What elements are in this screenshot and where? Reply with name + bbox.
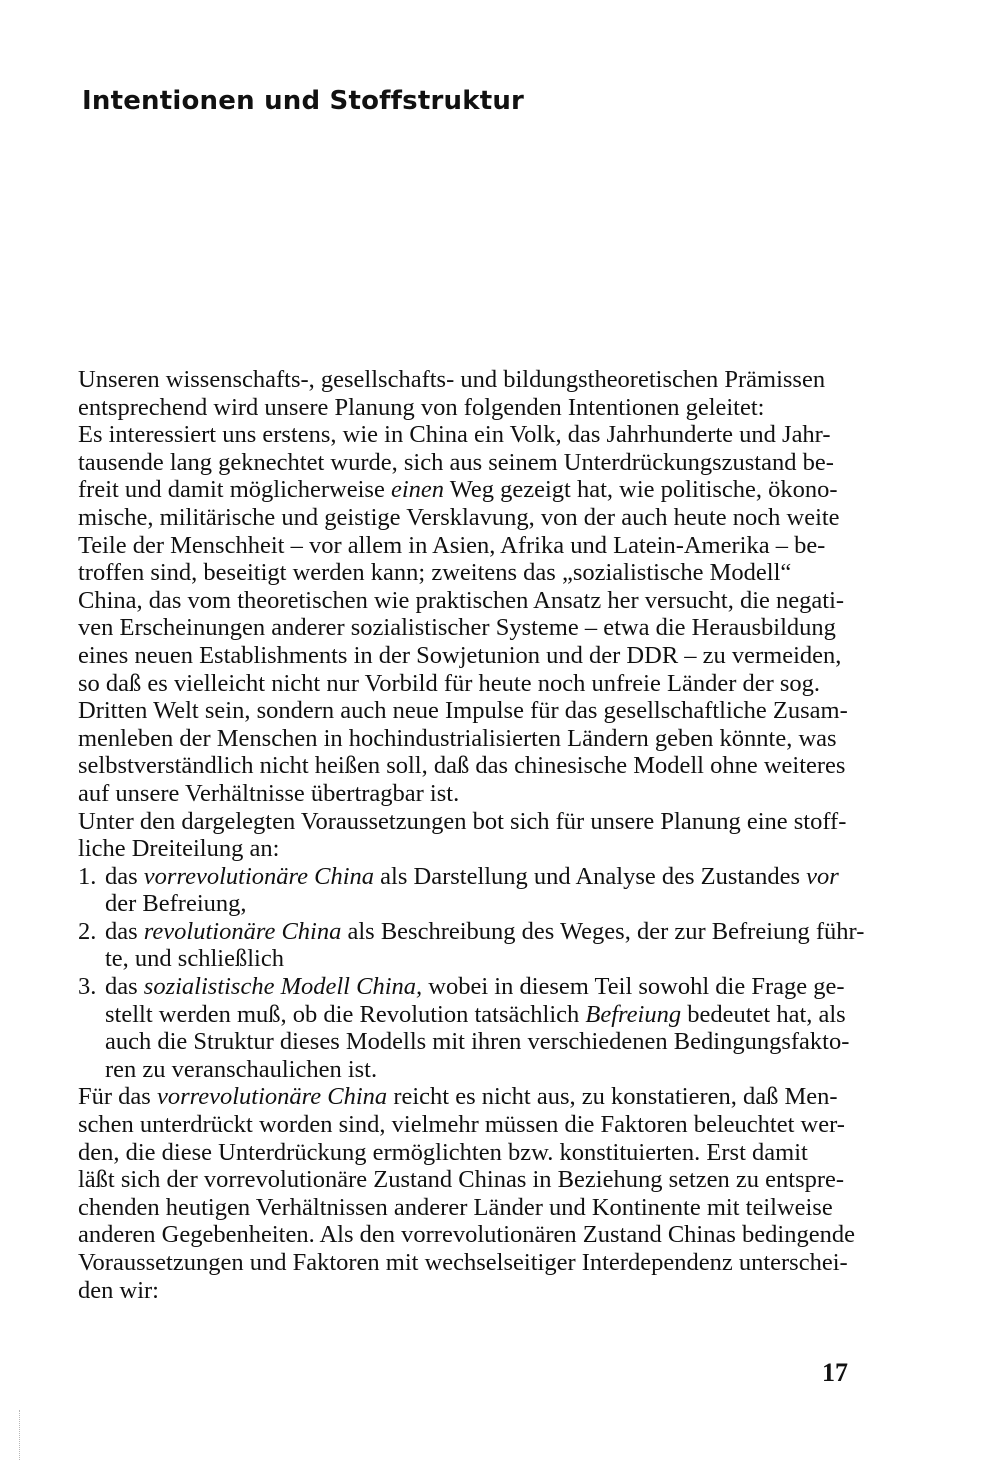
text-line (78, 1166, 868, 1194)
text-line: China, das vom theoretischen wie praktischen Ansatz her versucht, die negati- (78, 586, 845, 614)
line-text: Für das (78, 1083, 157, 1111)
line-text: chenden heutigen Verhältnissen anderer Länder und Kontinente mit teilweise (78, 1193, 833, 1221)
emphasis-text: einen (390, 476, 445, 504)
line-text: wobei in diesem Teil sowohl die Frage ge- (422, 973, 845, 1001)
closing-paragraph (78, 1083, 868, 1304)
list-number: 2. (78, 917, 97, 945)
text-line (78, 476, 868, 504)
section-heading: Intentionen und Stoffstruktur (82, 86, 525, 116)
line-text: als Beschreibung des Weges, der zur Befreiung führ- (341, 917, 865, 945)
text-line: Teile der Menschheit – vor allem in Asien, Afrika und Latein-Amerika – be- (78, 531, 826, 559)
line-text: anderen Gegebenheiten. Als den vorrevolutionären Zustand Chinas bedingende (78, 1221, 855, 1249)
text-line: tausende lang geknechtet wurde, sich aus seinem Unterdrückungszustand be- (78, 448, 834, 476)
text-line: mische, militärische und geistige Versklavung, von der auch heute noch weite (78, 503, 840, 531)
list-item (78, 918, 868, 973)
emphasis-text: sozialistische Modell China, (143, 973, 423, 1001)
line-text: Voraussetzungen und Faktoren mit wechselseitiger Interdependenz unterschei- (78, 1249, 848, 1276)
intro-paragraph (78, 366, 868, 863)
line-text: te, und schließlich (105, 945, 284, 973)
text-line (78, 1277, 868, 1305)
text-line: Unseren wissenschafts-, gesellschafts- und bildungstheoretischen Prämissen (78, 366, 826, 393)
line-text: das (105, 862, 144, 890)
text-line (78, 1194, 868, 1222)
line-text: freit und damit möglicherweise (78, 476, 391, 504)
emphasis-text: Befreiung (585, 1000, 682, 1028)
list-item (78, 973, 868, 1083)
line-text: Weg gezeigt hat, wie politische, ökono- (444, 476, 838, 504)
scan-artifact (19, 1410, 22, 1460)
line-text: den wir: (78, 1276, 159, 1304)
emphasis-text: vorrevolutionäre China (143, 862, 375, 890)
text-line: liche Dreiteilung an: (78, 835, 280, 863)
emphasis-text: vor (806, 862, 839, 890)
list-number: 3. (78, 973, 97, 1001)
text-line (78, 945, 868, 973)
text-line (78, 890, 868, 918)
text-line: auf unsere Verhältnisse übertragbar ist. (78, 779, 460, 807)
page-number: 17 (822, 1358, 848, 1387)
line-text: als Darstellung und Analyse des Zustandes (374, 862, 807, 890)
text-line: eines neuen Establishments in der Sowjetunion und der DDR – zu vermeiden, (78, 641, 842, 669)
text-line: Unter den dargelegten Voraussetzungen bot sich für unsere Planung eine stoff- (78, 807, 847, 835)
text-line (78, 863, 868, 891)
line-text: ren zu veranschaulichen ist. (105, 1055, 378, 1083)
line-text: schen unterdrückt worden sind, vielmehr müssen die Faktoren beleuchtet wer- (78, 1111, 845, 1139)
line-text: der Befreiung, (105, 890, 247, 918)
emphasis-text: vorrevolutionäre China (156, 1083, 388, 1111)
text-line (78, 1056, 868, 1084)
text-line (78, 1249, 868, 1277)
line-text: stellt werden muß, ob die Revolution tatsächlich (105, 1000, 586, 1028)
text-line: Dritten Welt sein, sondern auch neue Impulse für das gesellschaftliche Zusam- (78, 697, 848, 725)
line-text: bedeutet hat, als (681, 1000, 846, 1028)
text-line: Es interessiert uns erstens, wie in China ein Volk, das Jahrhunderte und Jahr- (78, 421, 831, 449)
text-line (78, 1083, 868, 1111)
text-line (78, 1111, 868, 1139)
line-text: läßt sich der vorrevolutionäre Zustand Chinas in Beziehung setzen zu entspre- (78, 1166, 845, 1194)
text-line (78, 918, 868, 946)
text-line: troffen sind, beseitigt werden kann; zweitens das „sozialistische Modell“ (78, 559, 792, 587)
text-line: menleben der Menschen in hochindustrialisierten Ländern geben könnte, was (78, 724, 837, 752)
text-line: ven Erscheinungen anderer sozialistischer Systeme – etwa die Herausbildung (78, 614, 836, 642)
emphasis-text: revolutionäre China (143, 917, 342, 945)
text-line (78, 1028, 868, 1056)
line-text: den, die diese Unterdrückung ermöglichten bzw. konstituierten. Erst damit (78, 1138, 808, 1166)
list-item (78, 863, 868, 918)
text-line (78, 1001, 868, 1029)
text-line (78, 1139, 868, 1167)
list-number: 1. (78, 862, 97, 890)
text-line (78, 1221, 868, 1249)
text-line: selbstverständlich nicht heißen soll, daß das chinesische Modell ohne weiteres (78, 752, 846, 780)
body-text (78, 366, 868, 1304)
line-text: reicht es nicht aus, zu konstatieren, daß Men- (387, 1083, 838, 1111)
text-line: so daß es vielleicht nicht nur Vorbild für heute noch unfreie Länder der sog. (78, 669, 821, 697)
line-text: das (105, 973, 144, 1001)
structure-list (78, 863, 868, 1084)
text-line (78, 973, 868, 1001)
text-line: entsprechend wird unsere Planung von folgenden Intentionen geleitet: (78, 393, 765, 421)
line-text: das (105, 917, 144, 945)
line-text: auch die Struktur dieses Modells mit ihren verschiedenen Bedingungsfakto- (105, 1028, 850, 1056)
